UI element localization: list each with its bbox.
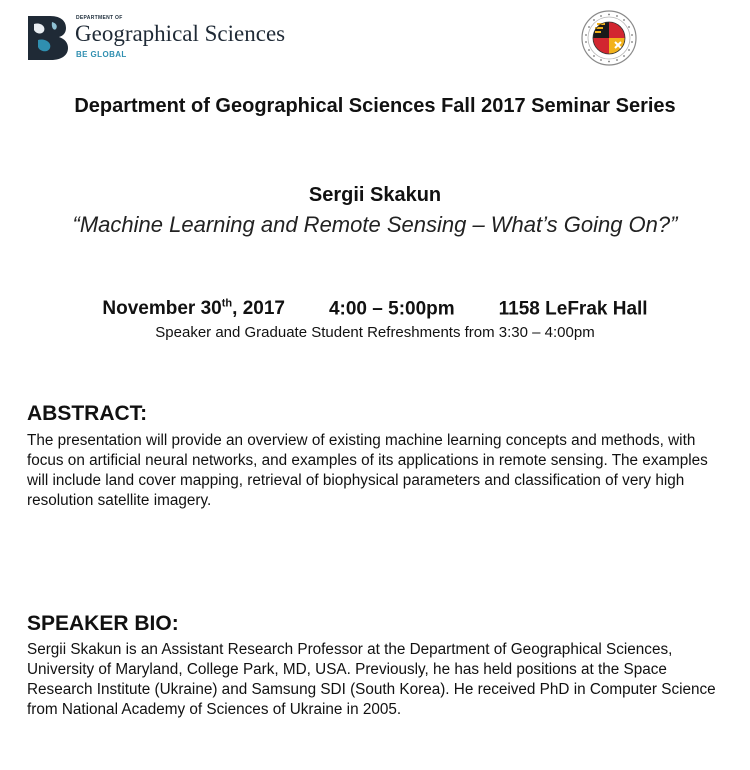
university-seal-icon [581,10,637,66]
seminar-series-title: Department of Geographical Sciences Fall 2017 Seminar Series [74,95,676,117]
dept-name: Geographical Sciences [75,21,286,46]
event-location: 1158 LeFrak Hall [498,298,648,320]
event-time: 4:00 – 5:00pm [328,298,455,320]
speaker-bio-text: Sergii Skakun is an Assistant Research Professor at the Department of Geographical Sciences, University of Maryland, College Park, MD, USA. Previously, he has held positions at the Space Research Institute (Ukraine) and Samsung SDI (South Korea). He received PhD in Computer Science from National Academy of Sciences of Ukraine in 2005. [27,641,716,718]
event-date: November 30th, 2017 [102,298,285,320]
speaker-name: Sergii Skakun [308,184,442,206]
dept-b-mark-icon [26,14,70,60]
dept-tagline: BE GLOBAL [76,50,127,59]
abstract-heading: ABSTRACT: [27,402,148,425]
dept-label: DEPARTMENT OF [76,15,123,21]
abstract-text: The presentation will provide an overview of existing machine learning concepts and methods, with focus on artificial neural networks, and examples of its applications in remote sensing. The examples will include land cover mapping, retrieval of biophysical parameters and classification of very high resolution satellite imagery. [27,432,708,509]
talk-title: “Machine Learning and Remote Sensing – What’s Going On?” [72,212,678,237]
department-logo [26,12,326,62]
refreshments-note: Speaker and Graduate Student Refreshments from 3:30 – 4:00pm [155,324,595,341]
event-details [0,298,750,320]
speaker-bio-heading: SPEAKER BIO: [27,612,179,635]
